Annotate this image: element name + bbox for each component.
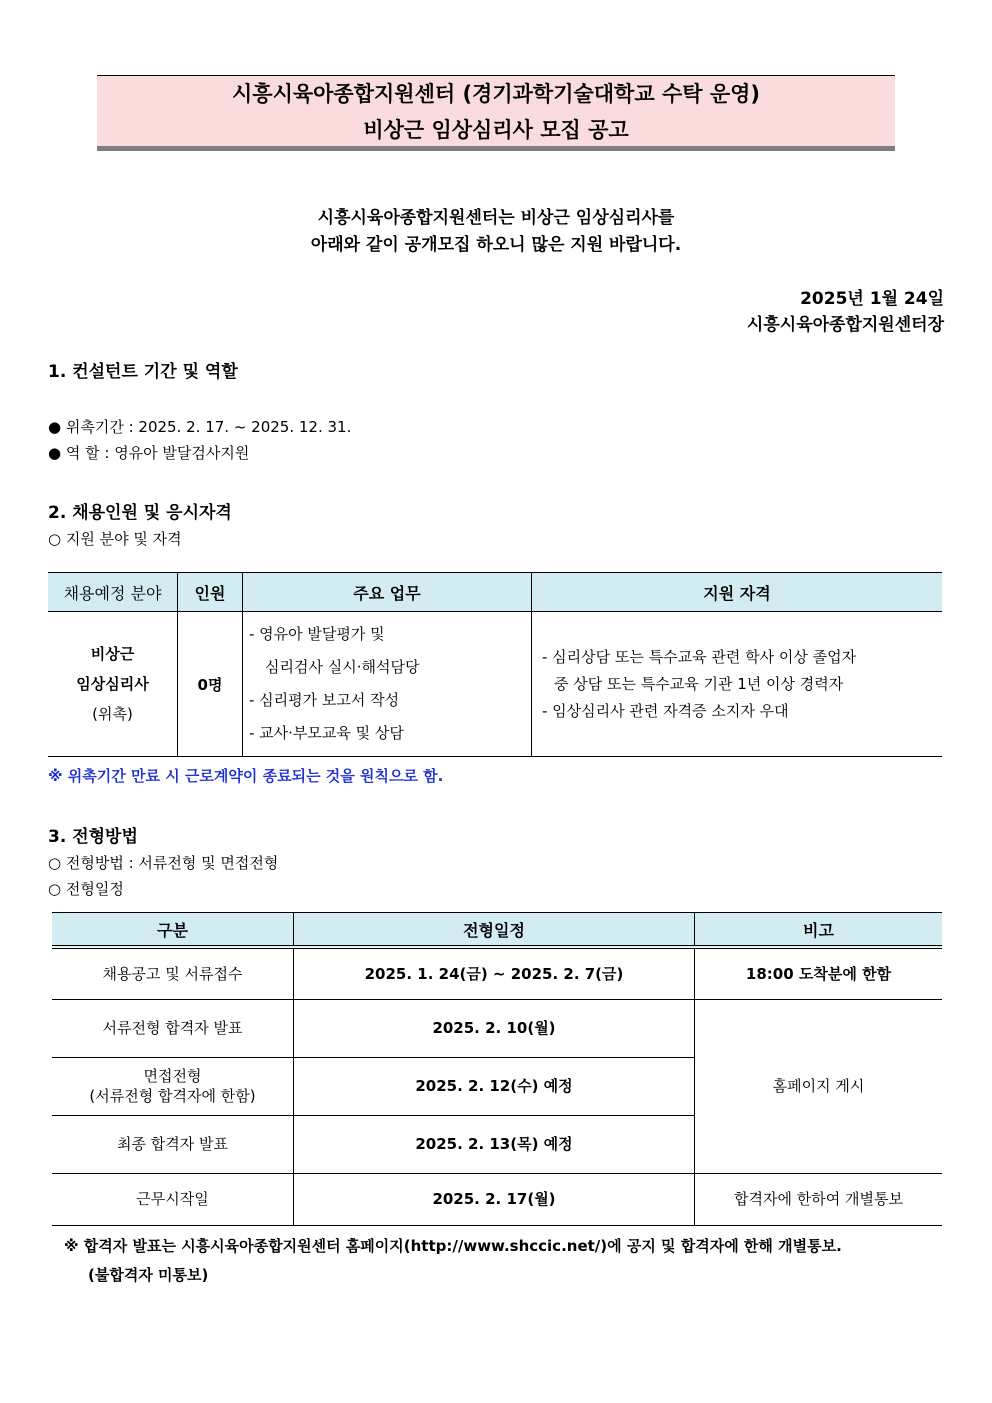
announcement-date: 2025년 1월 24일 [800, 289, 944, 309]
result-note-line-2: (불합격자 미통보) [88, 1266, 209, 1284]
header-remarks: 비고 [695, 913, 943, 948]
header-qualifications: 지원 자격 [532, 573, 943, 612]
role-line-2: 임상심리사 [76, 675, 149, 693]
category-cell: 최종 합격자 발표 [52, 1115, 294, 1173]
duty-item: - 영유아 발달평가 및 [249, 625, 385, 643]
selection-method-item: ○ 전형방법 : 서류전형 및 면접전형 [48, 854, 279, 872]
category-cell: 채용공고 및 서류접수 [52, 947, 294, 999]
contract-note: ※ 위촉기간 만료 시 근로계약이 종료되는 것을 원칙으로 함. [48, 767, 444, 785]
category-cell: 서류전형 합격자 발표 [52, 999, 294, 1057]
recruitment-table [48, 572, 942, 757]
schedule-cell: 2025. 2. 17(월) [294, 1173, 695, 1225]
duty-item: - 교사·부모교육 및 상담 [249, 724, 404, 742]
category-cell: 근무시작일 [52, 1173, 294, 1225]
role-line-3: (위촉) [92, 705, 133, 723]
title-line-1: 시흥시육아종합지원센터 (경기과학기술대학교 수탁 운영) [232, 82, 760, 106]
section-2-title: 2. 채용인원 및 응시자격 [48, 503, 232, 523]
header-schedule: 전형일정 [294, 913, 695, 948]
header-category: 구분 [52, 913, 294, 948]
intro-line-1: 시흥시육아종합지원센터는 비상근 임상심리사를 [317, 208, 675, 228]
schedule-cell: 2025. 1. 24(금) ~ 2025. 2. 7(금) [294, 947, 695, 999]
qualification-item: - 임상심리사 관련 자격증 소지자 우대 [542, 701, 789, 720]
qualifications-cell [532, 612, 943, 757]
header-field: 채용예정 분야 [48, 573, 178, 612]
category-line-2: (서류전형 합격자에 한함) [89, 1087, 256, 1105]
remark-cell: 18:00 도착분에 한함 [695, 947, 943, 999]
term-item: ● 위촉기간 : 2025. 2. 17. ~ 2025. 12. 31. [48, 418, 352, 436]
section-2-subtitle: ○ 지원 분야 및 자격 [48, 530, 182, 548]
category-line-1: 면접전형 [143, 1067, 202, 1085]
schedule-cell: 2025. 2. 13(목) 예정 [294, 1115, 695, 1173]
remark-cell: 홈페이지 게시 [695, 999, 943, 1173]
headcount-cell: 0명 [178, 612, 243, 757]
selection-schedule-item: ○ 전형일정 [48, 880, 124, 898]
schedule-cell: 2025. 2. 12(수) 예정 [294, 1057, 695, 1115]
schedule-table [52, 912, 942, 1226]
category-cell [52, 1057, 294, 1115]
remark-cell: 합격자에 한하여 개별통보 [695, 1173, 943, 1225]
duty-item: 심리검사 실시·해석담당 [265, 658, 420, 676]
section-3-title: 3. 전형방법 [48, 827, 138, 847]
duty-item: - 심리평가 보고서 작성 [249, 691, 400, 709]
result-note-line-1: ※ 합격자 발표는 시흥시육아종합지원센터 홈페이지(http://www.shccic.net/)에 공지 및 합격자에 한해 개별통보. [64, 1237, 842, 1255]
role-line-1: 비상근 [90, 645, 135, 663]
role-cell [48, 612, 178, 757]
header-duties: 주요 업무 [243, 573, 532, 612]
qualification-item: 중 상담 또는 특수교육 기관 1년 이상 경력자 [554, 674, 844, 693]
header-count: 인원 [178, 573, 243, 612]
title-line-2: 비상근 임상심리사 모집 공고 [363, 118, 629, 142]
schedule-cell: 2025. 2. 10(월) [294, 999, 695, 1057]
qualification-item: - 심리상담 또는 특수교육 관련 학사 이상 졸업자 [542, 647, 857, 666]
section-1-title: 1. 컨설턴트 기간 및 역할 [48, 362, 238, 382]
duties-cell [243, 612, 532, 757]
intro-line-2: 아래와 같이 공개모집 하오니 많은 지원 바랍니다. [310, 235, 682, 255]
title-box [97, 75, 895, 151]
role-item: ● 역 할 : 영유아 발달검사지원 [48, 444, 250, 462]
issuer-name: 시흥시육아종합지원센터장 [746, 315, 944, 335]
